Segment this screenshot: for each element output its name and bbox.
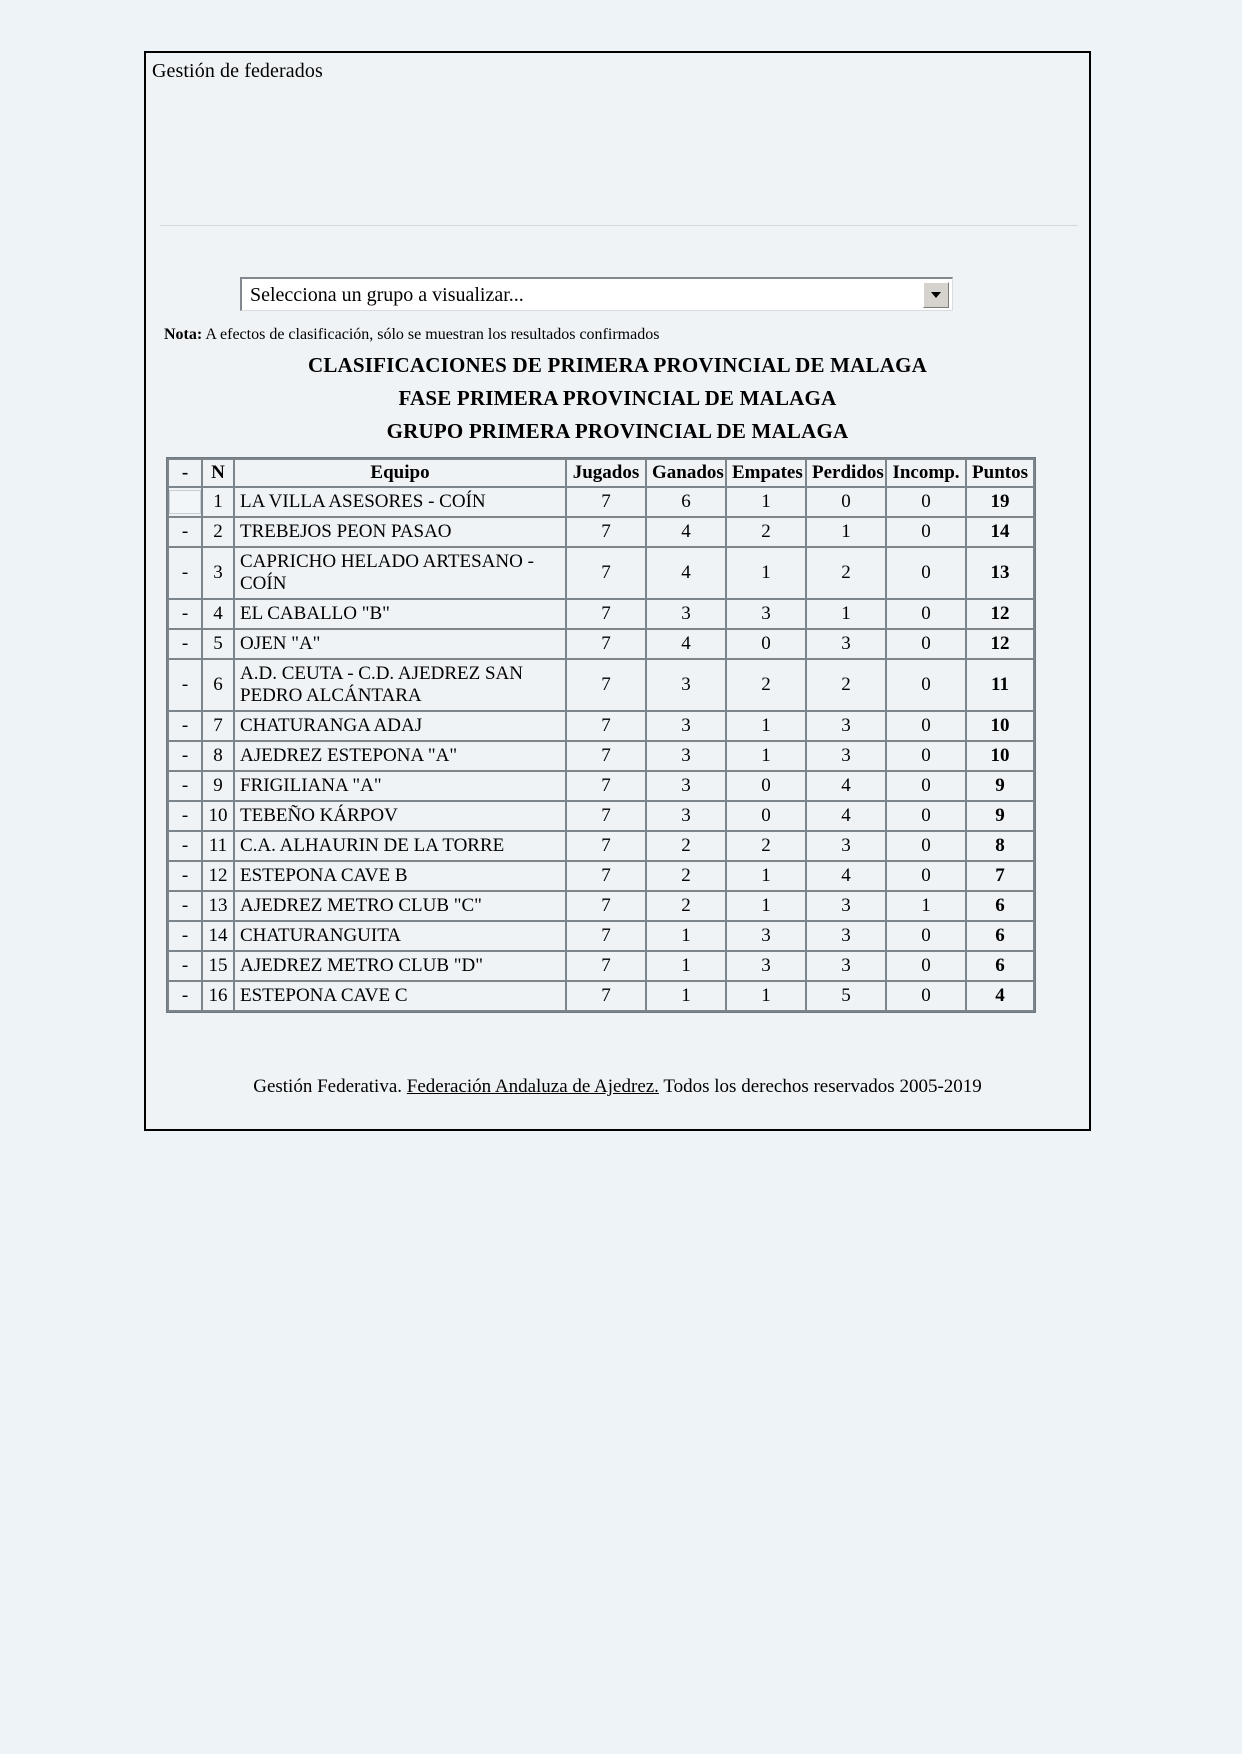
cell-puntos: 7 — [967, 862, 1033, 890]
footer-suffix: Todos los derechos reservados 2005-2019 — [658, 1076, 982, 1097]
cell-dash: - — [169, 660, 201, 710]
cell-position: 10 — [203, 802, 233, 830]
table-row — [169, 922, 1033, 950]
cell-dash: - — [169, 982, 201, 1010]
table-row — [169, 488, 1033, 516]
cell-dash: - — [169, 952, 201, 980]
cell-incomp: 0 — [887, 712, 965, 740]
cell-team: ESTEPONA CAVE C — [235, 982, 565, 1010]
cell-position: 8 — [203, 742, 233, 770]
cell-team: C.A. ALHAURIN DE LA TORRE — [235, 832, 565, 860]
cell-position: 16 — [203, 982, 233, 1010]
cell-empates: 1 — [727, 742, 805, 770]
cell-perdidos: 3 — [807, 630, 885, 658]
column-header-equipo: Equipo — [235, 460, 565, 486]
empty-indicator — [169, 490, 201, 514]
cell-dash: - — [169, 922, 201, 950]
cell-puntos: 14 — [967, 518, 1033, 546]
group-select-box[interactable] — [240, 277, 953, 311]
column-header-empates: Empates — [727, 460, 805, 486]
cell-position: 9 — [203, 772, 233, 800]
cell-jugados: 7 — [567, 772, 645, 800]
cell-empates: 1 — [727, 982, 805, 1010]
cell-jugados: 7 — [567, 518, 645, 546]
cell-empates: 3 — [727, 600, 805, 628]
cell-perdidos: 3 — [807, 712, 885, 740]
cell-dash: - — [169, 802, 201, 830]
table-row — [169, 982, 1033, 1010]
cell-perdidos: 3 — [807, 952, 885, 980]
cell-team: AJEDREZ ESTEPONA "A" — [235, 742, 565, 770]
cell-empates: 1 — [727, 712, 805, 740]
cell-jugados: 7 — [567, 892, 645, 920]
cell-jugados: 7 — [567, 922, 645, 950]
cell-empates: 2 — [727, 832, 805, 860]
cell-incomp: 0 — [887, 832, 965, 860]
cell-dash: - — [169, 862, 201, 890]
page-frame — [144, 51, 1091, 1131]
cell-position: 12 — [203, 862, 233, 890]
group-select-value: Selecciona un grupo a visualizar... — [250, 283, 524, 306]
cell-team: AJEDREZ METRO CLUB "C" — [235, 892, 565, 920]
cell-puntos: 6 — [967, 922, 1033, 950]
cell-ganados: 2 — [647, 862, 725, 890]
standings-table-wrap — [166, 457, 1028, 1013]
cell-dash — [169, 488, 201, 516]
cell-incomp: 0 — [887, 600, 965, 628]
cell-puntos: 13 — [967, 548, 1033, 598]
standings-table-head — [169, 460, 1033, 486]
cell-team: OJEN "A" — [235, 630, 565, 658]
cell-perdidos: 5 — [807, 982, 885, 1010]
cell-puntos: 19 — [967, 488, 1033, 516]
cell-team: CHATURANGUITA — [235, 922, 565, 950]
standings-table-body — [169, 488, 1033, 1010]
cell-position: 2 — [203, 518, 233, 546]
cell-puntos: 12 — [967, 630, 1033, 658]
table-header-row — [169, 460, 1033, 486]
cell-empates: 0 — [727, 772, 805, 800]
note-text: A efectos de clasificación, sólo se muestran los resultados confirmados — [202, 326, 660, 343]
cell-jugados: 7 — [567, 832, 645, 860]
cell-puntos: 10 — [967, 742, 1033, 770]
cell-empates: 1 — [727, 548, 805, 598]
chevron-down-icon[interactable] — [923, 282, 949, 308]
column-header-n: N — [203, 460, 233, 486]
column-header-perdidos: Perdidos — [807, 460, 885, 486]
cell-incomp: 0 — [887, 802, 965, 830]
cell-puntos: 9 — [967, 802, 1033, 830]
cell-ganados: 1 — [647, 922, 725, 950]
cell-position: 11 — [203, 832, 233, 860]
table-row — [169, 630, 1033, 658]
cell-puntos: 6 — [967, 952, 1033, 980]
cell-ganados: 2 — [647, 892, 725, 920]
cell-empates: 0 — [727, 630, 805, 658]
cell-ganados: 3 — [647, 712, 725, 740]
cell-position: 1 — [203, 488, 233, 516]
table-row — [169, 712, 1033, 740]
heading-clasificaciones: CLASIFICACIONES DE PRIMERA PROVINCIAL DE MALAGA — [307, 353, 928, 377]
cell-perdidos: 1 — [807, 600, 885, 628]
table-row — [169, 772, 1033, 800]
cell-perdidos: 2 — [807, 660, 885, 710]
cell-position: 3 — [203, 548, 233, 598]
cell-position: 13 — [203, 892, 233, 920]
cell-position: 5 — [203, 630, 233, 658]
cell-ganados: 1 — [647, 952, 725, 980]
cell-dash: - — [169, 630, 201, 658]
column-header-puntos: Puntos — [967, 460, 1033, 486]
cell-dash: - — [169, 832, 201, 860]
cell-position: 14 — [203, 922, 233, 950]
cell-incomp: 0 — [887, 862, 965, 890]
cell-jugados: 7 — [567, 630, 645, 658]
cell-dash: - — [169, 712, 201, 740]
cell-incomp: 0 — [887, 922, 965, 950]
cell-perdidos: 1 — [807, 518, 885, 546]
cell-empates: 1 — [727, 488, 805, 516]
cell-incomp: 0 — [887, 630, 965, 658]
cell-jugados: 7 — [567, 982, 645, 1010]
cell-incomp: 0 — [887, 518, 965, 546]
cell-team: AJEDREZ METRO CLUB "D" — [235, 952, 565, 980]
table-row — [169, 802, 1033, 830]
cell-incomp: 0 — [887, 742, 965, 770]
column-header-ganados: Ganados — [647, 460, 725, 486]
cell-jugados: 7 — [567, 802, 645, 830]
cell-dash: - — [169, 772, 201, 800]
cell-jugados: 7 — [567, 952, 645, 980]
cell-jugados: 7 — [567, 712, 645, 740]
table-row — [169, 548, 1033, 598]
table-row — [169, 952, 1033, 980]
heading-grupo: GRUPO PRIMERA PROVINCIAL DE MALAGA — [386, 419, 849, 443]
cell-empates: 0 — [727, 802, 805, 830]
table-row — [169, 742, 1033, 770]
table-row — [169, 892, 1033, 920]
cell-team: A.D. CEUTA - C.D. AJEDREZ SAN PEDRO ALCÁNTARA — [235, 660, 565, 710]
cell-jugados: 7 — [567, 862, 645, 890]
cell-puntos: 10 — [967, 712, 1033, 740]
cell-team: TEBEÑO KÁRPOV — [235, 802, 565, 830]
cell-ganados: 3 — [647, 660, 725, 710]
page-title: Gestión de federados — [152, 60, 323, 82]
cell-team: CHATURANGA ADAJ — [235, 712, 565, 740]
cell-dash: - — [169, 600, 201, 628]
cell-ganados: 4 — [647, 630, 725, 658]
chevron-down-glyph — [931, 292, 941, 298]
cell-incomp: 1 — [887, 892, 965, 920]
cell-perdidos: 4 — [807, 772, 885, 800]
cell-jugados: 7 — [567, 742, 645, 770]
cell-empates: 3 — [727, 952, 805, 980]
cell-empates: 3 — [727, 922, 805, 950]
cell-position: 4 — [203, 600, 233, 628]
cell-perdidos: 0 — [807, 488, 885, 516]
cell-position: 15 — [203, 952, 233, 980]
cell-ganados: 6 — [647, 488, 725, 516]
cell-perdidos: 4 — [807, 862, 885, 890]
table-row — [169, 832, 1033, 860]
heading-fase: FASE PRIMERA PROVINCIAL DE MALAGA — [398, 386, 837, 410]
group-selector[interactable] — [240, 277, 953, 311]
cell-jugados: 7 — [567, 488, 645, 516]
cell-puntos: 11 — [967, 660, 1033, 710]
cell-ganados: 4 — [647, 548, 725, 598]
cell-position: 6 — [203, 660, 233, 710]
cell-perdidos: 4 — [807, 802, 885, 830]
cell-jugados: 7 — [567, 660, 645, 710]
cell-jugados: 7 — [567, 548, 645, 598]
headings-block — [146, 349, 1089, 448]
cell-ganados: 4 — [647, 518, 725, 546]
cell-perdidos: 3 — [807, 892, 885, 920]
column-header-incomp: Incomp. — [887, 460, 965, 486]
cell-ganados: 3 — [647, 772, 725, 800]
cell-dash: - — [169, 518, 201, 546]
cell-puntos: 12 — [967, 600, 1033, 628]
column-header-jugados: Jugados — [567, 460, 645, 486]
cell-dash: - — [169, 548, 201, 598]
cell-jugados: 7 — [567, 600, 645, 628]
cell-puntos: 4 — [967, 982, 1033, 1010]
cell-incomp: 0 — [887, 548, 965, 598]
column-header-dash: - — [169, 460, 201, 486]
cell-puntos: 8 — [967, 832, 1033, 860]
table-row — [169, 660, 1033, 710]
cell-perdidos: 3 — [807, 742, 885, 770]
standings-table — [166, 457, 1036, 1013]
note-line — [164, 325, 1074, 344]
cell-ganados: 3 — [647, 802, 725, 830]
cell-dash: - — [169, 892, 201, 920]
cell-team: FRIGILIANA "A" — [235, 772, 565, 800]
cell-dash: - — [169, 742, 201, 770]
cell-puntos: 9 — [967, 772, 1033, 800]
cell-team: ESTEPONA CAVE B — [235, 862, 565, 890]
cell-incomp: 0 — [887, 660, 965, 710]
cell-team: TREBEJOS PEON PASAO — [235, 518, 565, 546]
cell-empates: 1 — [727, 892, 805, 920]
cell-team: LA VILLA ASESORES - COÍN — [235, 488, 565, 516]
cell-ganados: 3 — [647, 742, 725, 770]
cell-ganados: 2 — [647, 832, 725, 860]
cell-incomp: 0 — [887, 488, 965, 516]
cell-empates: 1 — [727, 862, 805, 890]
footer-prefix: Gestión Federativa. — [253, 1076, 407, 1097]
cell-perdidos: 3 — [807, 832, 885, 860]
note-label: Nota: — [164, 326, 203, 343]
cell-puntos: 6 — [967, 892, 1033, 920]
cell-empates: 2 — [727, 660, 805, 710]
cell-empates: 2 — [727, 518, 805, 546]
cell-ganados: 3 — [647, 600, 725, 628]
table-row — [169, 518, 1033, 546]
cell-team: EL CABALLO "B" — [235, 600, 565, 628]
header-divider — [160, 225, 1078, 226]
cell-perdidos: 3 — [807, 922, 885, 950]
table-row — [169, 600, 1033, 628]
footer — [146, 1075, 1089, 1099]
cell-team: CAPRICHO HELADO ARTESANO - COÍN — [235, 548, 565, 598]
cell-incomp: 0 — [887, 952, 965, 980]
cell-perdidos: 2 — [807, 548, 885, 598]
cell-incomp: 0 — [887, 982, 965, 1010]
cell-position: 7 — [203, 712, 233, 740]
federation-link[interactable]: Federación Andaluza de Ajedrez. — [406, 1076, 659, 1097]
cell-ganados: 1 — [647, 982, 725, 1010]
cell-incomp: 0 — [887, 772, 965, 800]
table-row — [169, 862, 1033, 890]
